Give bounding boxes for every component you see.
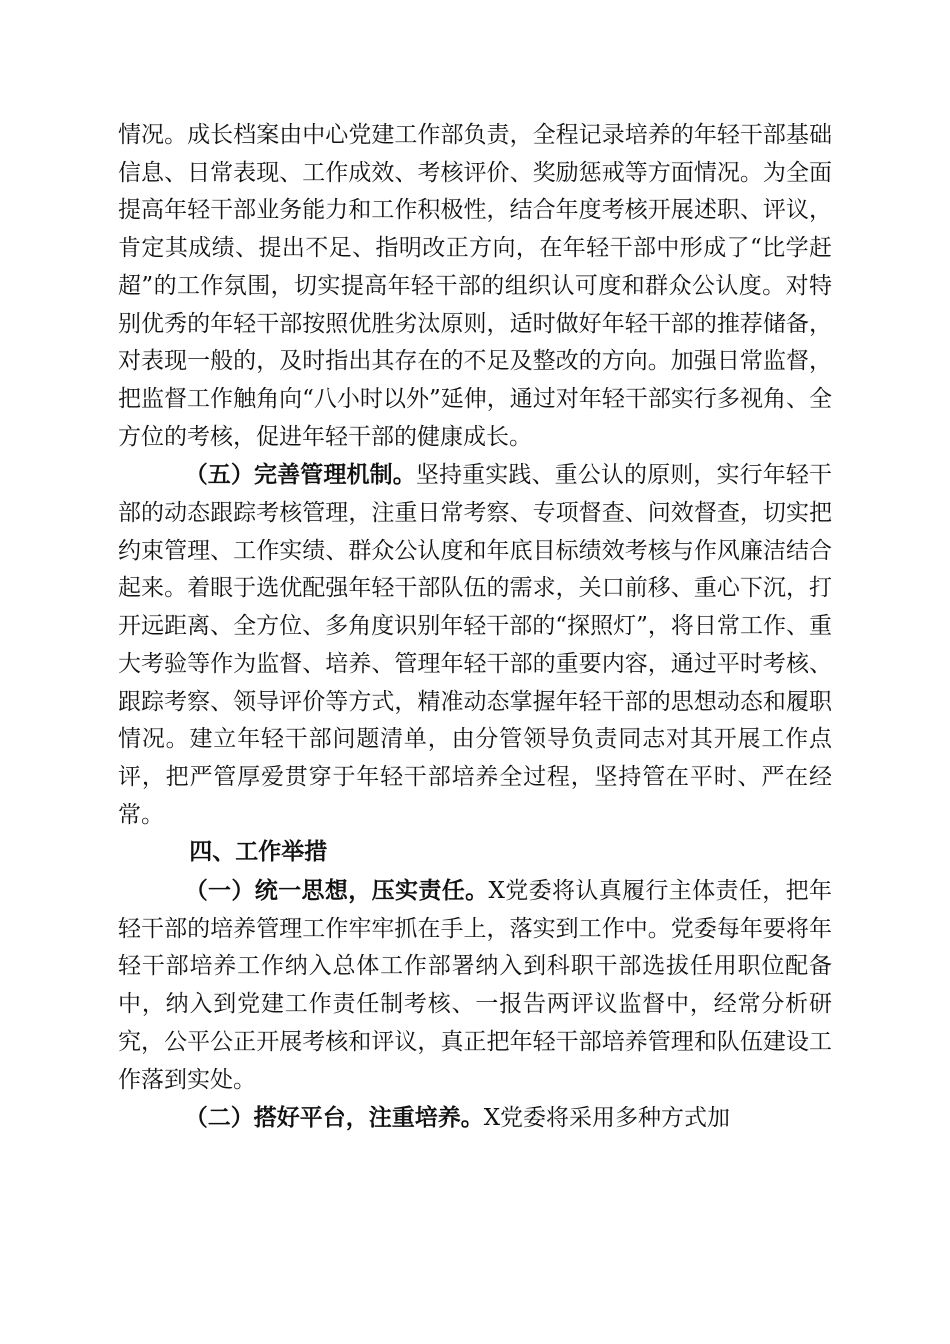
paragraph-unify-thinking [118,872,832,1099]
paragraph-management-mechanism [118,456,832,834]
paragraph-build-platform [118,1099,832,1138]
paragraph-text: 情况。成长档案由中心党建工作部负责，全程记录培养的年轻干部基础信息、日常表现、工作成效、考核评价、奖励惩戒等方面情况。为全面提高年轻干部业务能力和工作积极性，结合年度考核开展述职、评议，肯定其成绩、提出不足、指明改正方向，在年轻干部中形成了“比学赶超”的工作氛围，切实提高年轻干部的组织认可度和群众公认度。对特别优秀的年轻干部按照优胜劣汰原则，适时做好年轻干部的推荐储备，对表现一般的，及时指出其存在的不足及整改的方向。加强日常监督，把监督工作触角向“八小时以外”延伸，通过对年轻干部实行多视角、全方位的考核，促进年轻干部的健康成长。 [118,122,832,450]
paragraph-text: X党委将认真履行主体责任，把年轻干部的培养管理工作牢牢抓在手上，落实到工作中。党委每年要将年轻干部培养工作纳入总体工作部署纳入到科职干部选拔任用职位配备中，纳入到党建工作责任制考核、一报告两评议监督中，经常分析研究，公平公正开展考核和评议，真正把年轻干部培养管理和队伍建设工作落到实处。 [118,878,833,1093]
paragraph-lead-heading: （二）搭好平台，注重培养。 [184,1104,484,1132]
paragraph-text: X党委将采用多种方式加 [483,1105,731,1132]
paragraph-lead-heading: （一）统一思想，压实责任。 [184,877,489,905]
paragraph-archive-records [118,117,832,456]
section-heading-work-measures: 四、工作举措 [189,839,328,866]
paragraph-lead-heading: （五）完善管理机制。 [184,461,416,489]
document-body [118,117,832,1138]
paragraph-text: 坚持重实践、重公认的原则，实行年轻干部的动态跟踪考核管理，注重日常考察、专项督查、问效督查，切实把约束管理、工作实绩、群众公认度和年底目标绩效考核与作风廉洁结合起来。着眼于选优配强年轻干部队伍的需求，关口前移、重心下沉，打开远距离、全方位、多角度识别年轻干部的“探照灯”，将日常工作、重大考验等作为监督、培养、管理年轻干部的重要内容，通过平时考核、跟踪考察、领导评价等方式，精准动态掌握年轻干部的思想动态和履职情况。建立年轻干部问题清单，由分管领导负责同志对其开展工作点评，把严管厚爱贯穿于年轻干部培养全过程，坚持管在平时、严在经常。 [118,462,833,828]
